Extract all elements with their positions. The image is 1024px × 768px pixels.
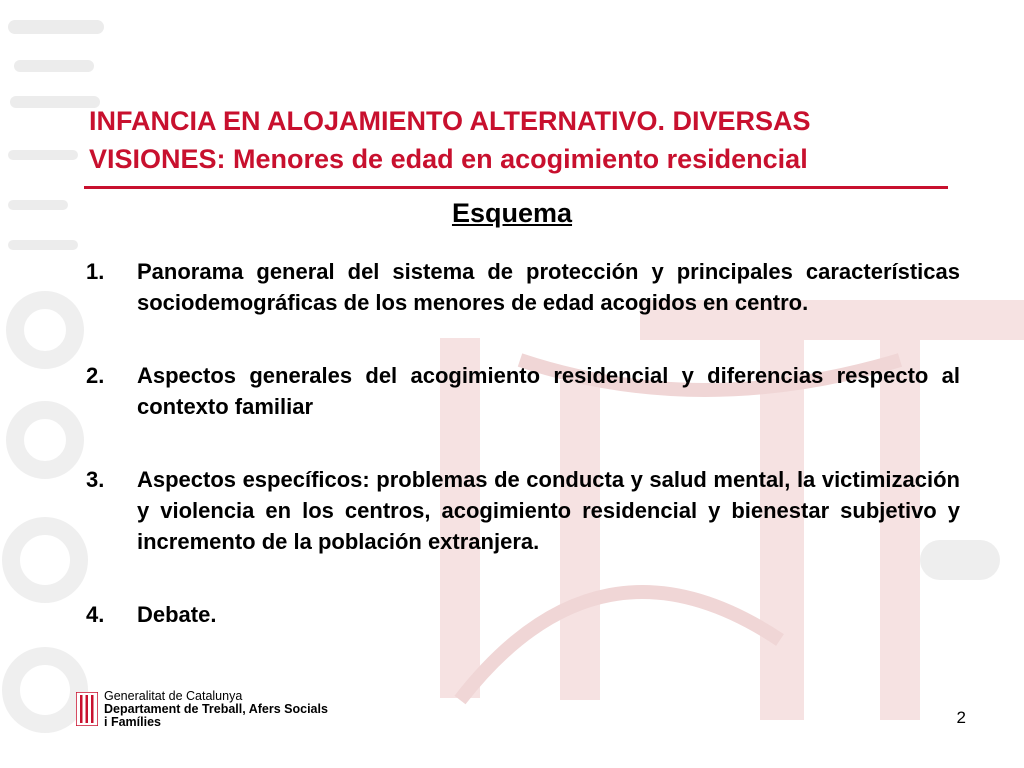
agenda-item-number: 1.	[86, 259, 105, 284]
slide-title	[89, 102, 969, 178]
agenda-item-text: Panorama general del sistema de protección y principales características sociodemográficas de los menores de edad acogidos en centro.	[137, 259, 960, 315]
agenda-item-text: Aspectos específicos: problemas de conducta y salud mental, la victimización y violencia en los centros, acogimiento residencial y bienestar subjetivo y incremento de la población extranjera.	[137, 467, 960, 554]
logo-line-1: Generalitat de Catalunya	[104, 689, 243, 703]
slide-title-line1: INFANCIA EN ALOJAMIENTO ALTERNATIVO. DIVERSAS	[89, 106, 811, 136]
agenda-item	[86, 464, 960, 557]
logo-line-2: Departament de Treball, Afers Socials	[104, 702, 328, 716]
slide-subtitle: Esquema	[451, 198, 573, 228]
page-number: 2	[956, 708, 966, 727]
agenda-item-text: Aspectos generales del acogimiento residencial y diferencias respecto al contexto familiar	[137, 363, 960, 419]
agenda-item-text: Debate.	[137, 602, 217, 627]
agenda-item-number: 3.	[86, 467, 105, 492]
agenda-item	[86, 256, 960, 318]
generalitat-logo	[76, 690, 328, 729]
slide-title-line2: VISIONES: Menores de edad en acogimiento residencial	[89, 144, 808, 174]
agenda-item	[86, 360, 960, 422]
agenda-list	[86, 256, 960, 630]
senyera-icon	[76, 692, 98, 726]
title-divider	[84, 186, 948, 189]
logo-line-3: i Famílies	[104, 715, 161, 729]
agenda-item-number: 2.	[86, 363, 105, 388]
agenda-item-number: 4.	[86, 602, 105, 627]
agenda-item	[86, 599, 960, 630]
